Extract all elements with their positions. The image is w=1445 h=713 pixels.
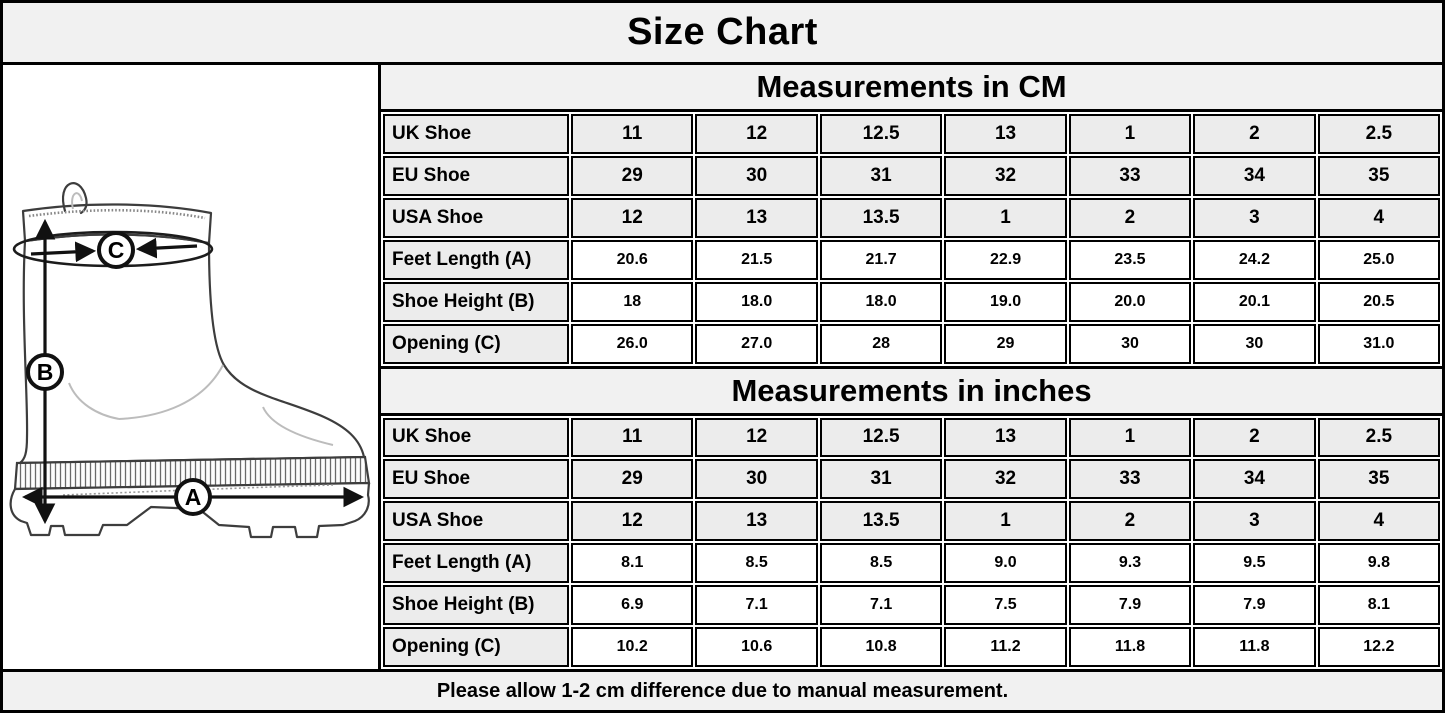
- boot-measurement-diagram-icon: [3, 65, 378, 666]
- value-cell: 13: [944, 114, 1066, 154]
- value-cell: 28: [820, 324, 942, 364]
- row-label-cell: Feet Length (A): [383, 543, 569, 583]
- cm-table: [381, 112, 1442, 366]
- value-cell: 21.5: [695, 240, 817, 280]
- page-title: Size Chart: [3, 3, 1442, 65]
- value-cell: 24.2: [1193, 240, 1315, 280]
- value-cell: 31: [820, 459, 942, 499]
- boot-outline-icon: [20, 183, 364, 463]
- inches-table: [381, 416, 1442, 670]
- row-label-cell: Opening (C): [383, 627, 569, 667]
- value-cell: 12.5: [820, 418, 942, 458]
- row-label-cell: Shoe Height (B): [383, 585, 569, 625]
- table-row: [383, 459, 1440, 499]
- boot-diagram-panel: [3, 65, 381, 669]
- cm-table-wrap: [381, 112, 1442, 366]
- value-cell: 26.0: [571, 324, 693, 364]
- value-cell: 27.0: [695, 324, 817, 364]
- value-cell: 19.0: [944, 282, 1066, 322]
- row-label-cell: Shoe Height (B): [383, 282, 569, 322]
- row-label-cell: UK Shoe: [383, 114, 569, 154]
- value-cell: 8.1: [571, 543, 693, 583]
- value-cell: 10.8: [820, 627, 942, 667]
- value-cell: 34: [1193, 459, 1315, 499]
- cm-section-header: Measurements in CM: [381, 65, 1442, 112]
- value-cell: 2.5: [1318, 114, 1440, 154]
- badge-b: B: [36, 359, 54, 385]
- value-cell: 30: [1069, 324, 1191, 364]
- value-cell: 20.5: [1318, 282, 1440, 322]
- row-label-cell: EU Shoe: [383, 156, 569, 196]
- value-cell: 32: [944, 459, 1066, 499]
- value-cell: 21.7: [820, 240, 942, 280]
- value-cell: 13.5: [820, 501, 942, 541]
- value-cell: 30: [695, 459, 817, 499]
- value-cell: 2.5: [1318, 418, 1440, 458]
- value-cell: 4: [1318, 198, 1440, 238]
- value-cell: 35: [1318, 459, 1440, 499]
- value-cell: 13: [695, 501, 817, 541]
- value-cell: 2: [1069, 198, 1191, 238]
- value-cell: 1: [944, 501, 1066, 541]
- value-cell: 8.5: [695, 543, 817, 583]
- value-cell: 11.8: [1069, 627, 1191, 667]
- value-cell: 25.0: [1318, 240, 1440, 280]
- value-cell: 29: [944, 324, 1066, 364]
- value-cell: 7.1: [695, 585, 817, 625]
- row-label-cell: Opening (C): [383, 324, 569, 364]
- table-row: [383, 114, 1440, 154]
- value-cell: 12: [571, 198, 693, 238]
- table-row: [383, 501, 1440, 541]
- row-label-cell: USA Shoe: [383, 501, 569, 541]
- value-cell: 32: [944, 156, 1066, 196]
- value-cell: 10.2: [571, 627, 693, 667]
- value-cell: 6.9: [571, 585, 693, 625]
- value-cell: 11: [571, 114, 693, 154]
- badge-a: A: [184, 484, 202, 510]
- value-cell: 11.2: [944, 627, 1066, 667]
- inches-section-header: Measurements in inches: [381, 366, 1442, 416]
- main-area: [3, 65, 1442, 669]
- value-cell: 33: [1069, 459, 1191, 499]
- value-cell: 20.1: [1193, 282, 1315, 322]
- value-cell: 13: [944, 418, 1066, 458]
- value-cell: 2: [1193, 114, 1315, 154]
- value-cell: 20.6: [571, 240, 693, 280]
- value-cell: 8.5: [820, 543, 942, 583]
- value-cell: 29: [571, 459, 693, 499]
- table-row: [383, 156, 1440, 196]
- value-cell: 13: [695, 198, 817, 238]
- value-cell: 1: [1069, 114, 1191, 154]
- value-cell: 1: [944, 198, 1066, 238]
- value-cell: 13.5: [820, 198, 942, 238]
- value-cell: 12.2: [1318, 627, 1440, 667]
- value-cell: 9.0: [944, 543, 1066, 583]
- table-row: [383, 282, 1440, 322]
- table-row: [383, 543, 1440, 583]
- value-cell: 33: [1069, 156, 1191, 196]
- value-cell: 8.1: [1318, 585, 1440, 625]
- value-cell: 2: [1069, 501, 1191, 541]
- value-cell: 23.5: [1069, 240, 1191, 280]
- row-label-cell: Feet Length (A): [383, 240, 569, 280]
- value-cell: 30: [1193, 324, 1315, 364]
- value-cell: 7.1: [820, 585, 942, 625]
- table-row: [383, 585, 1440, 625]
- value-cell: 20.0: [1069, 282, 1191, 322]
- inches-table-wrap: [381, 416, 1442, 670]
- value-cell: 12.5: [820, 114, 942, 154]
- value-cell: 34: [1193, 156, 1315, 196]
- value-cell: 11: [571, 418, 693, 458]
- value-cell: 12: [695, 114, 817, 154]
- badge-c: C: [107, 237, 125, 263]
- value-cell: 35: [1318, 156, 1440, 196]
- table-row: [383, 198, 1440, 238]
- value-cell: 12: [695, 418, 817, 458]
- table-row: [383, 240, 1440, 280]
- value-cell: 9.3: [1069, 543, 1191, 583]
- table-row: [383, 418, 1440, 458]
- value-cell: 7.5: [944, 585, 1066, 625]
- value-cell: 7.9: [1193, 585, 1315, 625]
- tables-column: [381, 65, 1442, 669]
- value-cell: 30: [695, 156, 817, 196]
- value-cell: 29: [571, 156, 693, 196]
- value-cell: 4: [1318, 501, 1440, 541]
- table-row: [383, 627, 1440, 667]
- value-cell: 1: [1069, 418, 1191, 458]
- value-cell: 18.0: [820, 282, 942, 322]
- value-cell: 11.8: [1193, 627, 1315, 667]
- table-row: [383, 324, 1440, 364]
- value-cell: 3: [1193, 198, 1315, 238]
- footer-note: Please allow 1-2 cm difference due to manual measurement.: [3, 669, 1442, 710]
- value-cell: 31: [820, 156, 942, 196]
- value-cell: 2: [1193, 418, 1315, 458]
- row-label-cell: USA Shoe: [383, 198, 569, 238]
- value-cell: 9.8: [1318, 543, 1440, 583]
- value-cell: 10.6: [695, 627, 817, 667]
- value-cell: 22.9: [944, 240, 1066, 280]
- value-cell: 18: [571, 282, 693, 322]
- value-cell: 18.0: [695, 282, 817, 322]
- row-label-cell: EU Shoe: [383, 459, 569, 499]
- value-cell: 12: [571, 501, 693, 541]
- value-cell: 9.5: [1193, 543, 1315, 583]
- value-cell: 3: [1193, 501, 1315, 541]
- value-cell: 31.0: [1318, 324, 1440, 364]
- row-label-cell: UK Shoe: [383, 418, 569, 458]
- value-cell: 7.9: [1069, 585, 1191, 625]
